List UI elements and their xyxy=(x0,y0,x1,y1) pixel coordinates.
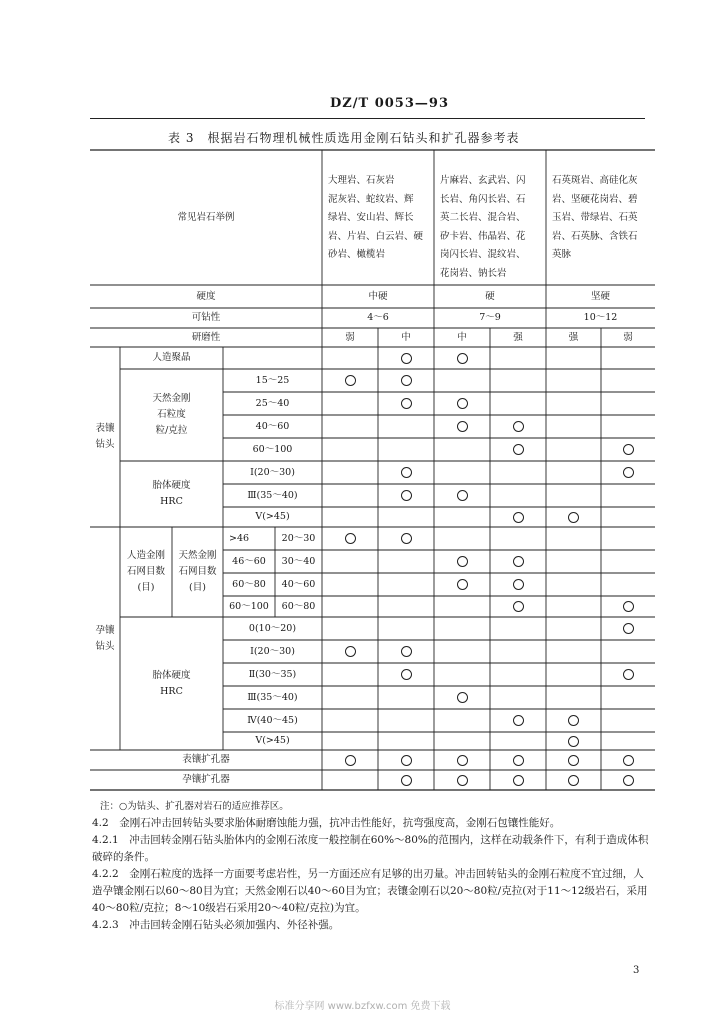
recommended-circle-mark xyxy=(513,421,524,432)
recommended-circle-mark xyxy=(401,353,412,364)
natural-mesh-size: 40～60 xyxy=(281,578,316,590)
recommended-circle-mark xyxy=(513,775,524,786)
rock-example-label: 常见岩石举例 xyxy=(177,211,235,223)
recommended-circle-mark xyxy=(345,755,356,766)
abrasiveness-value: 中 xyxy=(401,331,411,343)
abrasiveness-label: 研磨性 xyxy=(191,331,221,343)
grain-size: 25～40 xyxy=(255,397,290,409)
recommended-circle-mark xyxy=(457,490,468,501)
matrix-hardness-grade: Ⅲ(35～40) xyxy=(247,691,298,703)
abrasiveness-value: 弱 xyxy=(345,331,355,343)
drillability-medium: 4～6 xyxy=(367,312,389,323)
hardness-medium: 中硬 xyxy=(368,290,388,302)
recommended-circle-mark xyxy=(457,692,468,703)
hardness-very-hard: 坚硬 xyxy=(590,290,610,302)
natural-mesh-label: 天然金刚 石网目数 (目) xyxy=(178,550,217,593)
recommended-circle-mark xyxy=(513,579,524,590)
abrasiveness-value: 中 xyxy=(457,331,467,343)
synthetic-mesh-size: 46～60 xyxy=(232,555,266,567)
recommended-circle-mark xyxy=(401,467,412,478)
watermark-footer: 标准分享网 www.bzfxw.com 免费下载 xyxy=(274,1001,451,1012)
matrix-hardness-grade: Ⅲ(35～40) xyxy=(247,489,298,501)
recommended-circle-mark xyxy=(568,755,579,766)
synthetic-mesh-size: 60～100 xyxy=(229,600,269,612)
matrix-hardness-grade: Ⅳ(40～45) xyxy=(247,714,298,726)
matrix-hardness-grade: Ⅴ(>45) xyxy=(255,511,290,522)
recommended-circle-mark xyxy=(568,512,579,523)
recommended-circle-mark xyxy=(401,533,412,544)
matrix-hardness-label: 胎体硬度 HRC xyxy=(152,480,191,507)
synthetic-mesh-label: 人造金刚 石网目数 (目) xyxy=(126,550,165,593)
clause-4-2-3: 4.2.3 冲击回转金刚石钻头必须加强内、外径补强。 xyxy=(92,919,340,931)
recommended-circle-mark xyxy=(401,755,412,766)
recommended-circle-mark xyxy=(513,601,524,612)
standard-code: DZ/T 0053—93 xyxy=(330,96,449,111)
recommended-circle-mark xyxy=(623,444,634,455)
synthetic-mesh-size: 60～80 xyxy=(232,578,266,590)
recommended-circle-mark xyxy=(513,444,524,455)
recommended-circle-mark xyxy=(457,421,468,432)
recommended-circle-mark xyxy=(568,736,579,747)
surface-reamer-label: 表镶扩孔器 xyxy=(182,754,230,765)
recommended-circle-mark xyxy=(457,398,468,409)
impregnated-reamer-label: 孕镶扩孔器 xyxy=(182,774,230,785)
recommended-circle-mark xyxy=(623,467,634,478)
page-number: 3 xyxy=(633,965,640,976)
grain-size: 15～25 xyxy=(255,374,290,386)
recommended-circle-mark xyxy=(457,775,468,786)
synthetic-mesh-size: >46 xyxy=(229,532,250,544)
recommended-circle-mark xyxy=(401,669,412,680)
recommended-circle-mark xyxy=(401,490,412,501)
recommended-circle-mark xyxy=(513,512,524,523)
recommended-circle-mark xyxy=(623,623,634,634)
drillability-very-hard: 10～12 xyxy=(583,312,618,323)
recommended-circle-mark xyxy=(345,375,356,386)
matrix-hardness-grade: 0(10～20) xyxy=(248,622,297,634)
recommended-circle-mark xyxy=(513,556,524,567)
grain-size: 40～60 xyxy=(255,420,290,432)
recommended-circle-mark xyxy=(623,755,634,766)
drillability-label: 可钻性 xyxy=(191,312,221,323)
natural-mesh-size: 30～40 xyxy=(281,555,316,567)
recommended-circle-mark xyxy=(401,646,412,657)
surface-set-bit-label: 表镶 钻头 xyxy=(95,423,115,450)
abrasiveness-value: 弱 xyxy=(623,331,633,343)
recommended-circle-mark xyxy=(345,646,356,657)
table-note: 注：○为钻头、扩孔器对岩石的适应推荐区。 xyxy=(100,801,289,812)
clause-4-2-2: 4.2.2 金刚石粒度的选择一方面要考虑岩性，另一方面还应有足够的出刃量。冲击回转钻头的金刚石粒度不宜过细，人造孕镶金刚石以60～80目为宜；天然金刚石以40～60目为宜；表镶金刚石以20～80粒/克拉(对于11～12级岩石，采用40～80粒/克拉；8～10级岩石采用20～40粒/克拉)为宜。 xyxy=(92,868,648,914)
natural-mesh-size: 20～30 xyxy=(281,532,316,544)
recommended-circle-mark xyxy=(568,715,579,726)
impregnated-bit-label: 孕镶 钻头 xyxy=(95,624,115,652)
recommended-circle-mark xyxy=(457,556,468,567)
recommended-circle-mark xyxy=(457,353,468,364)
rock-examples-hard: 片麻岩、玄武岩、闪 长岩、角闪长岩、石 英二长岩、混合岩、 矽卡岩、伟晶岩、花 岗闪长岩、混纹岩、 花岗岩、钠长岩 xyxy=(440,175,526,279)
recommended-circle-mark xyxy=(513,715,524,726)
recommended-circle-mark xyxy=(623,775,634,786)
recommended-circle-mark xyxy=(623,669,634,680)
matrix-hardness-grade: Ⅰ(20～30) xyxy=(250,645,295,657)
recommended-circle-mark xyxy=(568,775,579,786)
hardness-hard: 硬 xyxy=(485,290,495,302)
recommended-circle-mark xyxy=(345,533,356,544)
recommended-circle-mark xyxy=(623,601,634,612)
table-title: 表 3 根据岩石物理机械性质选用金刚石钻头和扩孔器参考表 xyxy=(168,131,520,145)
recommended-circle-mark xyxy=(401,375,412,386)
abrasiveness-value: 强 xyxy=(568,331,579,343)
matrix-hardness-grade: Ⅴ(>45) xyxy=(255,735,290,746)
abrasiveness-value: 强 xyxy=(513,331,523,343)
natural-mesh-size: 60～80 xyxy=(281,600,316,612)
grain-size: 60～100 xyxy=(252,443,293,455)
clause-4-2-1: 4.2.1 冲击回转金刚石钻头胎体内的金刚石浓度一般控制在60%～80%的范围内，这样在动载条件下，有利于造成体积破碎的条件。 xyxy=(92,834,649,863)
rock-examples-medium: 大理岩、石灰岩 泥灰岩、蛇纹岩、辉 绿岩、安山岩、辉长 岩、片岩、白云岩、硬 砂岩、橄榄岩 xyxy=(328,175,424,260)
synthetic-polycrystal-label: 人造聚晶 xyxy=(152,352,191,363)
recommended-circle-mark xyxy=(401,398,412,409)
recommended-circle-mark xyxy=(457,755,468,766)
matrix-hardness-grade: Ⅱ(30～35) xyxy=(248,668,297,680)
drillability-hard: 7～9 xyxy=(479,312,501,323)
recommended-circle-mark xyxy=(457,579,468,590)
matrix-hardness-label: 胎体硬度 HRC xyxy=(152,669,191,697)
matrix-hardness-grade: Ⅰ(20～30) xyxy=(250,466,295,478)
recommended-circle-mark xyxy=(401,775,412,786)
recommended-circle-mark xyxy=(513,755,524,766)
natural-grain-label: 天然金刚 石粒度 粒/克拉 xyxy=(152,393,191,436)
clause-4-2: 4.2 金刚石冲击回转钻头要求胎体耐磨蚀能力强，抗冲击性能好，抗弯强度高，金刚石包镶性能好。 xyxy=(92,817,561,829)
rock-examples-very-hard: 石英斑岩、高硅化灰 岩、坚硬花岗岩、碧 玉岩、带绿岩、石英 岩、石英脉、含铁石 英脉 xyxy=(552,175,638,260)
hardness-label: 硬度 xyxy=(196,290,216,302)
